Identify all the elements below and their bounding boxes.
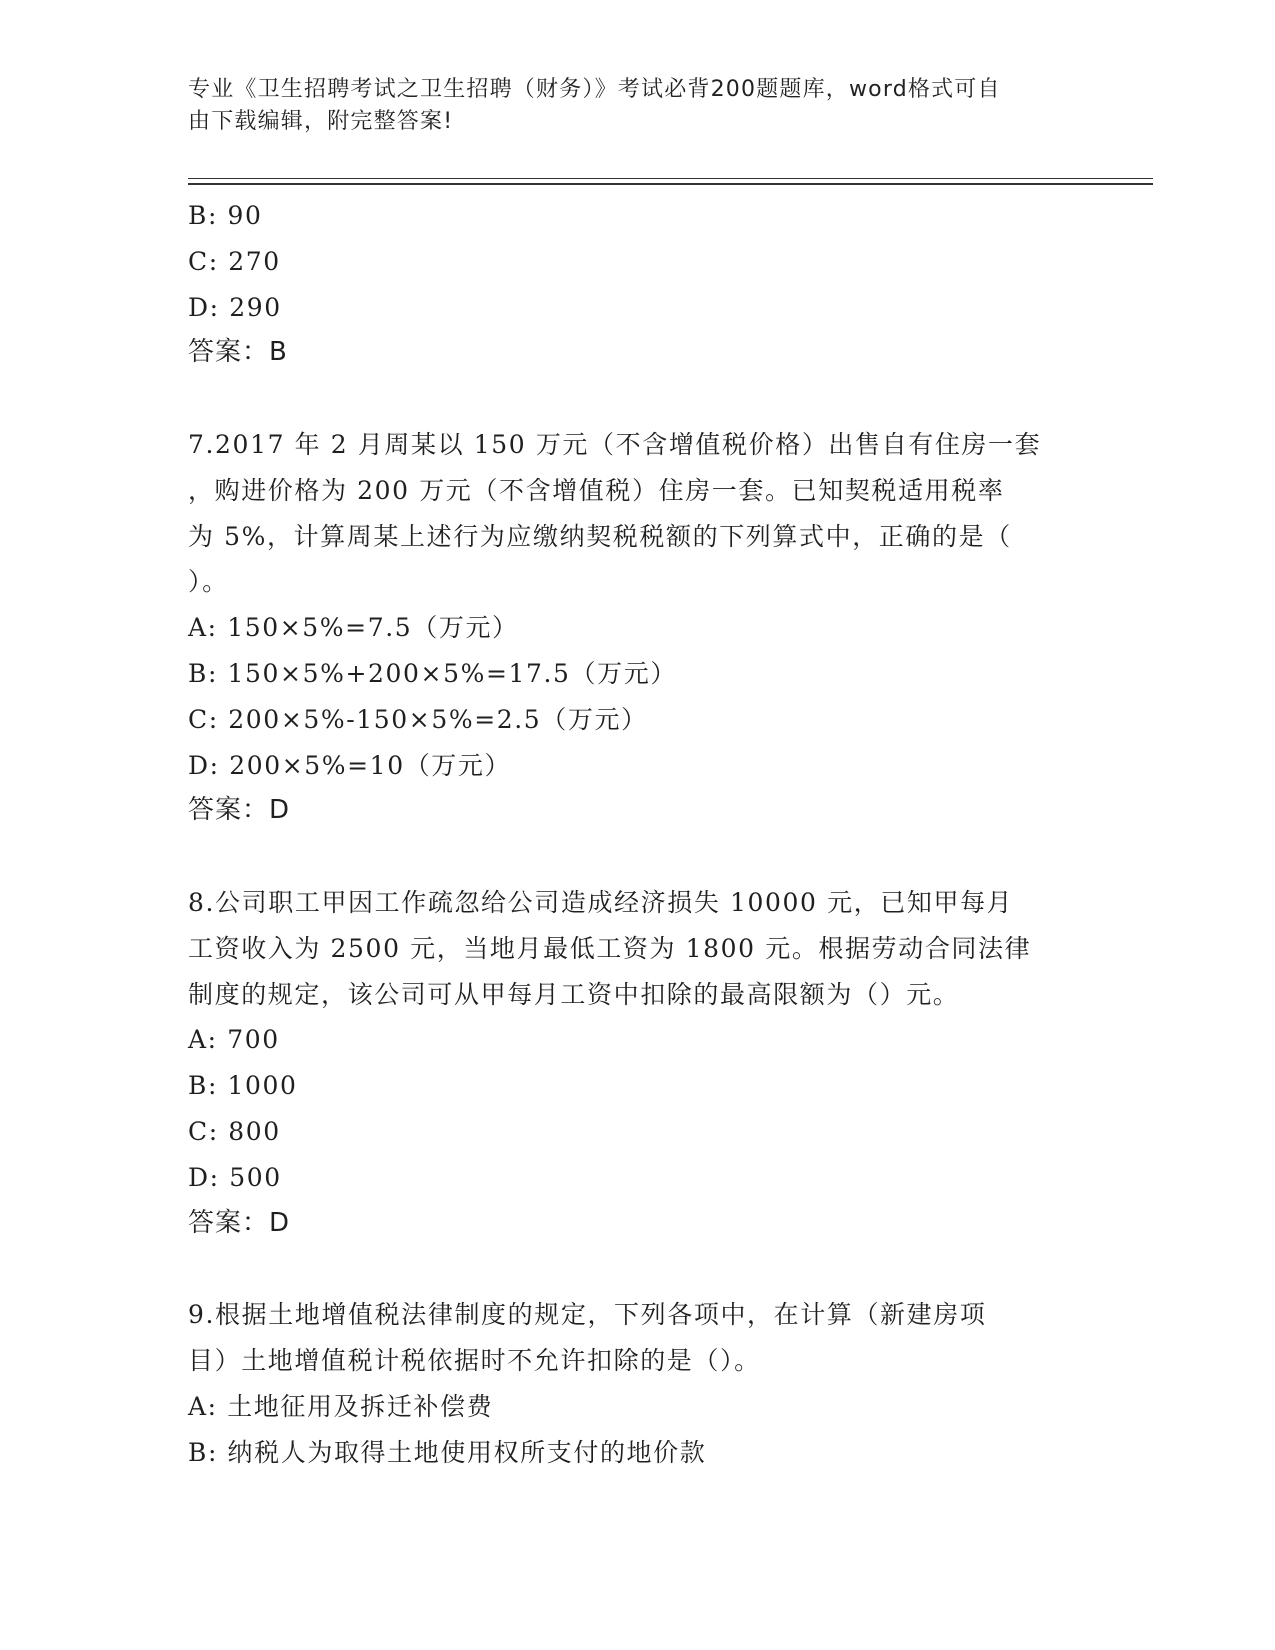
question-text-line: 工资收入为 2500 元，当地月最低工资为 1800 元。根据劳动合同法律	[188, 933, 1032, 963]
question-text-line: 目）土地增值税计税依据时不允许扣除的是（）。	[188, 1345, 761, 1375]
question-text-line: 7.2017 年 2 月周某以 150 万元（不含增值税价格）出售自有住房一套	[188, 429, 1042, 459]
document-header	[188, 74, 1068, 138]
question-8	[188, 880, 1068, 1246]
question-text-line: 8.公司职工甲因工作疏忽给公司造成经济损失 10000 元，已知甲每月	[188, 887, 1014, 917]
answer-line: 答案：D	[188, 1207, 291, 1238]
question-7	[188, 422, 1068, 834]
answer-line: 答案：B	[188, 337, 288, 368]
question-text-line: 为 5%，计算周某上述行为应缴纳契税税额的下列算式中，正确的是（	[188, 521, 1012, 551]
option-a: A: 土地征用及拆迁补偿费	[188, 1391, 494, 1421]
option-a: A: 700	[188, 1025, 280, 1055]
question-text-line: 9.根据土地增值税法律制度的规定，下列各项中，在计算（新建房项	[188, 1300, 987, 1330]
header-divider-thick	[188, 183, 1153, 185]
question-text-line: ，购进价格为 200 万元（不含增值税）住房一套。已知契税适用税率	[188, 475, 1005, 505]
option-d: D: 500	[188, 1162, 282, 1192]
option-b: B: 1000	[188, 1071, 298, 1101]
question-content	[188, 193, 1068, 1475]
option-b: B: 90	[188, 201, 263, 230]
question-text-line: 制度的规定，该公司可从甲每月工资中扣除的最高限额为（）元。	[188, 979, 960, 1009]
question-text-line: ）。	[188, 567, 229, 597]
option-d: D: 200×5%=10（万元）	[188, 750, 512, 780]
answer-line: 答案：D	[188, 795, 291, 826]
spacer	[188, 376, 1068, 422]
option-c: C: 800	[188, 1116, 281, 1146]
option-b: B: 纳税人为取得土地使用权所支付的地价款	[188, 1437, 707, 1467]
prev-question-block	[188, 193, 1068, 376]
header-title-line-1: 专业《卫生招聘考试之卫生招聘（财务）》考试必背200题题库，word格式可自	[188, 77, 1001, 102]
option-c: C: 270	[188, 246, 281, 276]
question-9	[188, 1292, 1068, 1475]
option-d: D: 290	[188, 292, 282, 322]
spacer	[188, 834, 1068, 880]
header-title-line-2: 由下载编辑，附完整答案!	[188, 109, 454, 134]
header-divider-thin	[188, 178, 1153, 179]
option-c: C: 200×5%-150×5%=2.5（万元）	[188, 704, 648, 734]
option-b: B: 150×5%+200×5%=17.5（万元）	[188, 658, 677, 688]
spacer	[188, 1246, 1068, 1292]
option-a: A: 150×5%=7.5（万元）	[188, 613, 519, 643]
